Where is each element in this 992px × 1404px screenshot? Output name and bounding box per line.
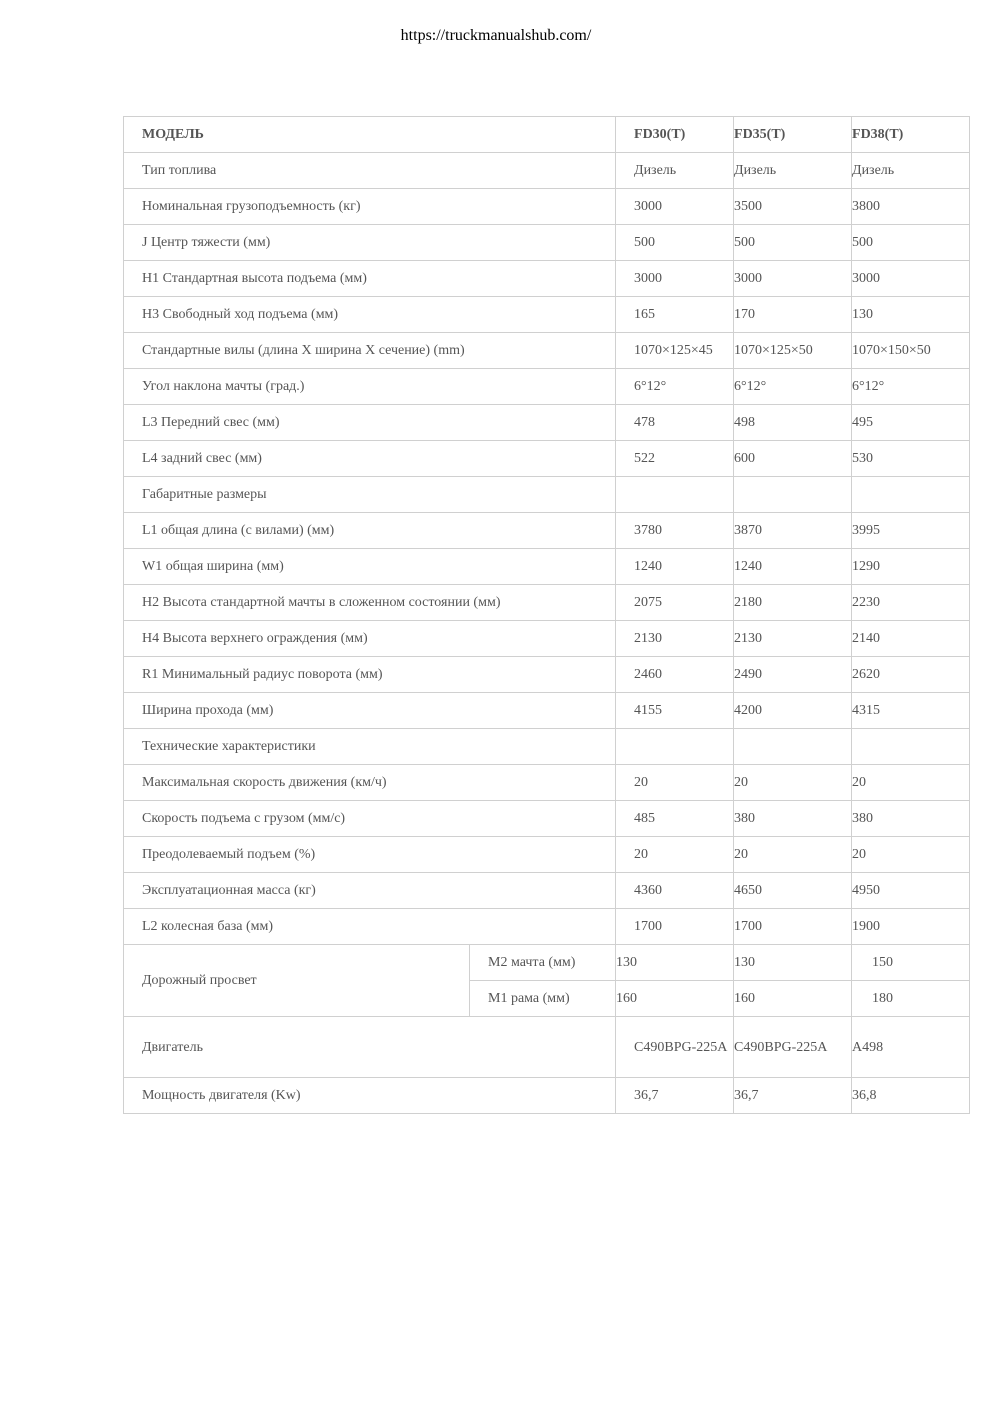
row-label: Максимальная скорость движения (км/ч)	[124, 765, 616, 801]
table-row	[124, 405, 970, 441]
value-fd30: 2075	[616, 585, 734, 621]
value-fd30: 20	[616, 837, 734, 873]
table-row	[124, 765, 970, 801]
value-fd30: 3000	[616, 261, 734, 297]
value-fd38: 6°12°	[852, 369, 970, 405]
value-fd38: A498	[852, 1017, 970, 1078]
row-label: Угол наклона мачты (град.)	[124, 369, 616, 405]
value-fd30: 20	[616, 765, 734, 801]
value-fd35: 20	[734, 837, 852, 873]
table-row	[124, 549, 970, 585]
value-fd30: Дизель	[616, 153, 734, 189]
value-fd30: 4360	[616, 873, 734, 909]
table-row-engine	[124, 1017, 970, 1078]
row-label: L4 задний свес (мм)	[124, 441, 616, 477]
table-row	[124, 693, 970, 729]
header-url: https://truckmanualshub.com/	[400, 27, 592, 44]
value-fd35: 6°12°	[734, 369, 852, 405]
table-row	[124, 297, 970, 333]
table-row	[124, 333, 970, 369]
row-label: W1 общая ширина (мм)	[124, 549, 616, 585]
row-label: Технические характеристики	[124, 729, 616, 765]
value-fd35: 3870	[734, 513, 852, 549]
row-label: Преодолеваемый подъем (%)	[124, 837, 616, 873]
value-fd35: 600	[734, 441, 852, 477]
clearance-mast-label: M2 мачта (мм)	[470, 945, 616, 981]
value-fd38: Дизель	[852, 153, 970, 189]
value-fd38: 3000	[852, 261, 970, 297]
col-fd30-header: FD30(T)	[616, 117, 734, 153]
value-fd35: 2180	[734, 585, 852, 621]
row-label: Скорость подъема с грузом (мм/с)	[124, 801, 616, 837]
value-fd38: 130	[852, 297, 970, 333]
value-fd30: 3780	[616, 513, 734, 549]
value-fd35: 170	[734, 297, 852, 333]
value-fd38: 530	[852, 441, 970, 477]
value-fd30	[616, 729, 734, 765]
value-fd35: 4650	[734, 873, 852, 909]
value-fd35: 1700	[734, 909, 852, 945]
value-fd30: 165	[616, 297, 734, 333]
value-fd38: 4950	[852, 873, 970, 909]
value-fd30: 36,7	[616, 1078, 734, 1114]
value-fd35: 3000	[734, 261, 852, 297]
value-fd30: 1070×125×45	[616, 333, 734, 369]
value-fd38: 36,8	[852, 1078, 970, 1114]
value-fd35	[734, 477, 852, 513]
value-fd30: 500	[616, 225, 734, 261]
value-fd30: 130	[616, 945, 734, 981]
row-label: L2 колесная база (мм)	[124, 909, 616, 945]
value-fd38	[852, 729, 970, 765]
value-fd38: 1070×150×50	[852, 333, 970, 369]
value-fd30: 522	[616, 441, 734, 477]
row-label: Эксплуатационная масса (кг)	[124, 873, 616, 909]
value-fd35: 4200	[734, 693, 852, 729]
value-fd35: 380	[734, 801, 852, 837]
table-row	[124, 153, 970, 189]
value-fd35: 498	[734, 405, 852, 441]
clearance-frame-label: M1 рама (мм)	[470, 981, 616, 1017]
value-fd38: 2140	[852, 621, 970, 657]
row-label: H4 Высота верхнего ограждения (мм)	[124, 621, 616, 657]
value-fd30	[616, 477, 734, 513]
value-fd35: 1240	[734, 549, 852, 585]
value-fd38: 180	[852, 981, 970, 1017]
row-label: Тип топлива	[124, 153, 616, 189]
value-fd35: 2130	[734, 621, 852, 657]
model-header-cell: МОДЕЛЬ	[124, 117, 616, 153]
row-label: L3 Передний свес (мм)	[124, 405, 616, 441]
table-row	[124, 585, 970, 621]
value-fd38: 2620	[852, 657, 970, 693]
value-fd30: 4155	[616, 693, 734, 729]
value-fd30: 3000	[616, 189, 734, 225]
value-fd38: 1900	[852, 909, 970, 945]
power-label: Мощность двигателя (Kw)	[124, 1078, 616, 1114]
col-fd38-header: FD38(T)	[852, 117, 970, 153]
value-fd35: 3500	[734, 189, 852, 225]
value-fd30: 485	[616, 801, 734, 837]
table-row	[124, 225, 970, 261]
value-fd38: 4315	[852, 693, 970, 729]
value-fd38: 20	[852, 765, 970, 801]
value-fd35: 130	[734, 945, 852, 981]
value-fd30: 160	[616, 981, 734, 1017]
table-row	[124, 873, 970, 909]
value-fd35: C490BPG-225A	[734, 1017, 852, 1078]
row-label: R1 Минимальный радиус поворота (мм)	[124, 657, 616, 693]
row-label: J Центр тяжести (мм)	[124, 225, 616, 261]
value-fd38: 3800	[852, 189, 970, 225]
value-fd30: 1700	[616, 909, 734, 945]
value-fd35: 500	[734, 225, 852, 261]
table-row	[124, 657, 970, 693]
value-fd30: 2460	[616, 657, 734, 693]
row-label: Габаритные размеры	[124, 477, 616, 513]
value-fd38: 20	[852, 837, 970, 873]
value-fd30: 478	[616, 405, 734, 441]
value-fd38: 2230	[852, 585, 970, 621]
row-label: Номинальная грузоподъемность (кг)	[124, 189, 616, 225]
value-fd35: 1070×125×50	[734, 333, 852, 369]
value-fd35: Дизель	[734, 153, 852, 189]
clearance-label: Дорожный просвет	[124, 945, 470, 1017]
value-fd35	[734, 729, 852, 765]
table-row-clearance-mast	[124, 945, 970, 981]
value-fd38: 1290	[852, 549, 970, 585]
table-row	[124, 369, 970, 405]
table-row	[124, 837, 970, 873]
value-fd35: 2490	[734, 657, 852, 693]
table-row	[124, 729, 970, 765]
value-fd35: 20	[734, 765, 852, 801]
table-row-power	[124, 1078, 970, 1114]
value-fd30: C490BPG-225A	[616, 1017, 734, 1078]
row-label: L1 общая длина (с вилами) (мм)	[124, 513, 616, 549]
value-fd38: 3995	[852, 513, 970, 549]
table-row	[124, 513, 970, 549]
value-fd38: 495	[852, 405, 970, 441]
table-row	[124, 261, 970, 297]
value-fd30: 6°12°	[616, 369, 734, 405]
value-fd30: 2130	[616, 621, 734, 657]
value-fd30: 1240	[616, 549, 734, 585]
table-row	[124, 189, 970, 225]
value-fd38: 150	[852, 945, 970, 981]
table-row	[124, 801, 970, 837]
spec-table	[123, 116, 970, 1114]
table-row	[124, 621, 970, 657]
row-label: Ширина прохода (мм)	[124, 693, 616, 729]
engine-label: Двигатель	[124, 1017, 616, 1078]
value-fd38	[852, 477, 970, 513]
value-fd38: 500	[852, 225, 970, 261]
table-header-row	[124, 117, 970, 153]
table-row	[124, 909, 970, 945]
value-fd35: 160	[734, 981, 852, 1017]
row-label: Стандартные вилы (длина X ширина X сечение) (mm)	[124, 333, 616, 369]
row-label: H2 Высота стандартной мачты в сложенном состоянии (мм)	[124, 585, 616, 621]
table-row	[124, 477, 970, 513]
row-label: H3 Свободный ход подъема (мм)	[124, 297, 616, 333]
col-fd35-header: FD35(T)	[734, 117, 852, 153]
row-label: H1 Стандартная высота подъема (мм)	[124, 261, 616, 297]
value-fd35: 36,7	[734, 1078, 852, 1114]
value-fd38: 380	[852, 801, 970, 837]
table-row	[124, 441, 970, 477]
